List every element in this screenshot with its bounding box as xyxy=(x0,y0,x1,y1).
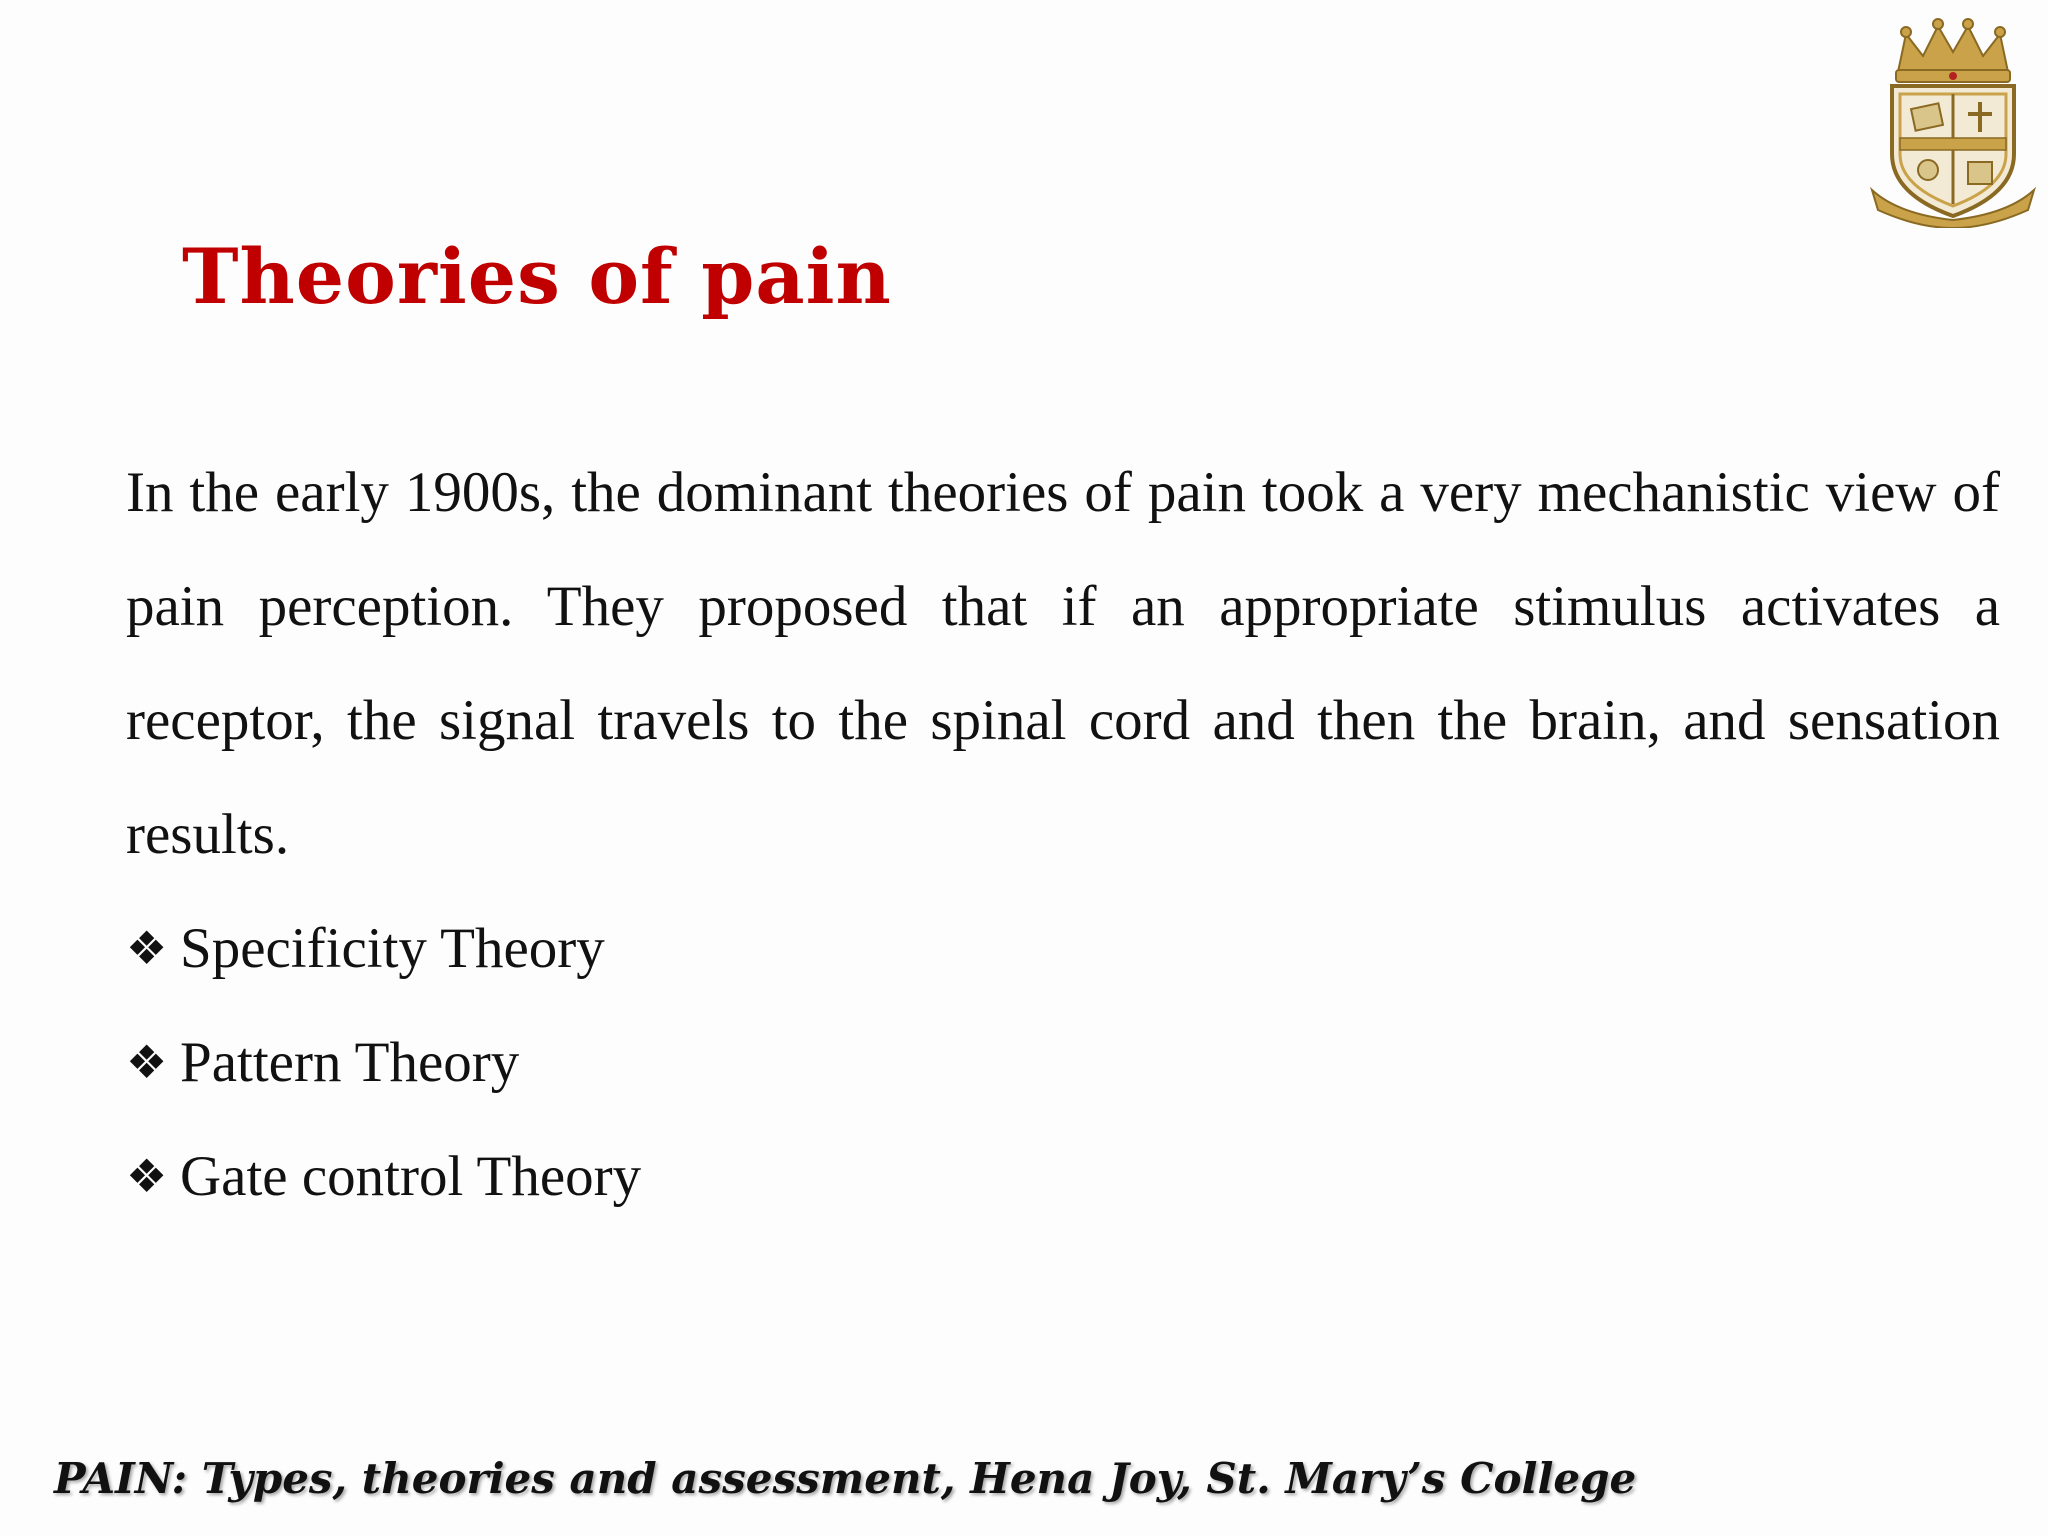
list-item-label: Gate control Theory xyxy=(180,1145,642,1208)
diamond-bullet-icon: ❖ xyxy=(126,1151,168,1202)
diamond-bullet-icon: ❖ xyxy=(126,923,168,974)
list-item-label: Specificity Theory xyxy=(180,917,605,980)
list-item xyxy=(126,1120,641,1234)
slide-title: Theories of pain xyxy=(182,232,892,321)
slide-footer: PAIN: Types, theories and assessment, Hena Joy, St. Mary’s College xyxy=(54,1454,1637,1503)
intro-paragraph: In the early 1900s, the dominant theories of pain took a very mechanistic view of pain perception. They proposed that if an appropriate stimulus activates a receptor, the signal travels to the spinal cord and then the brain, and sensation results. xyxy=(126,461,2000,866)
list-item xyxy=(126,892,641,1006)
list-item-label: Pattern Theory xyxy=(180,1031,520,1094)
list-item xyxy=(126,1006,641,1120)
college-crest-icon xyxy=(1868,14,2038,228)
theory-list xyxy=(126,892,641,1234)
diamond-bullet-icon: ❖ xyxy=(126,1037,168,1088)
